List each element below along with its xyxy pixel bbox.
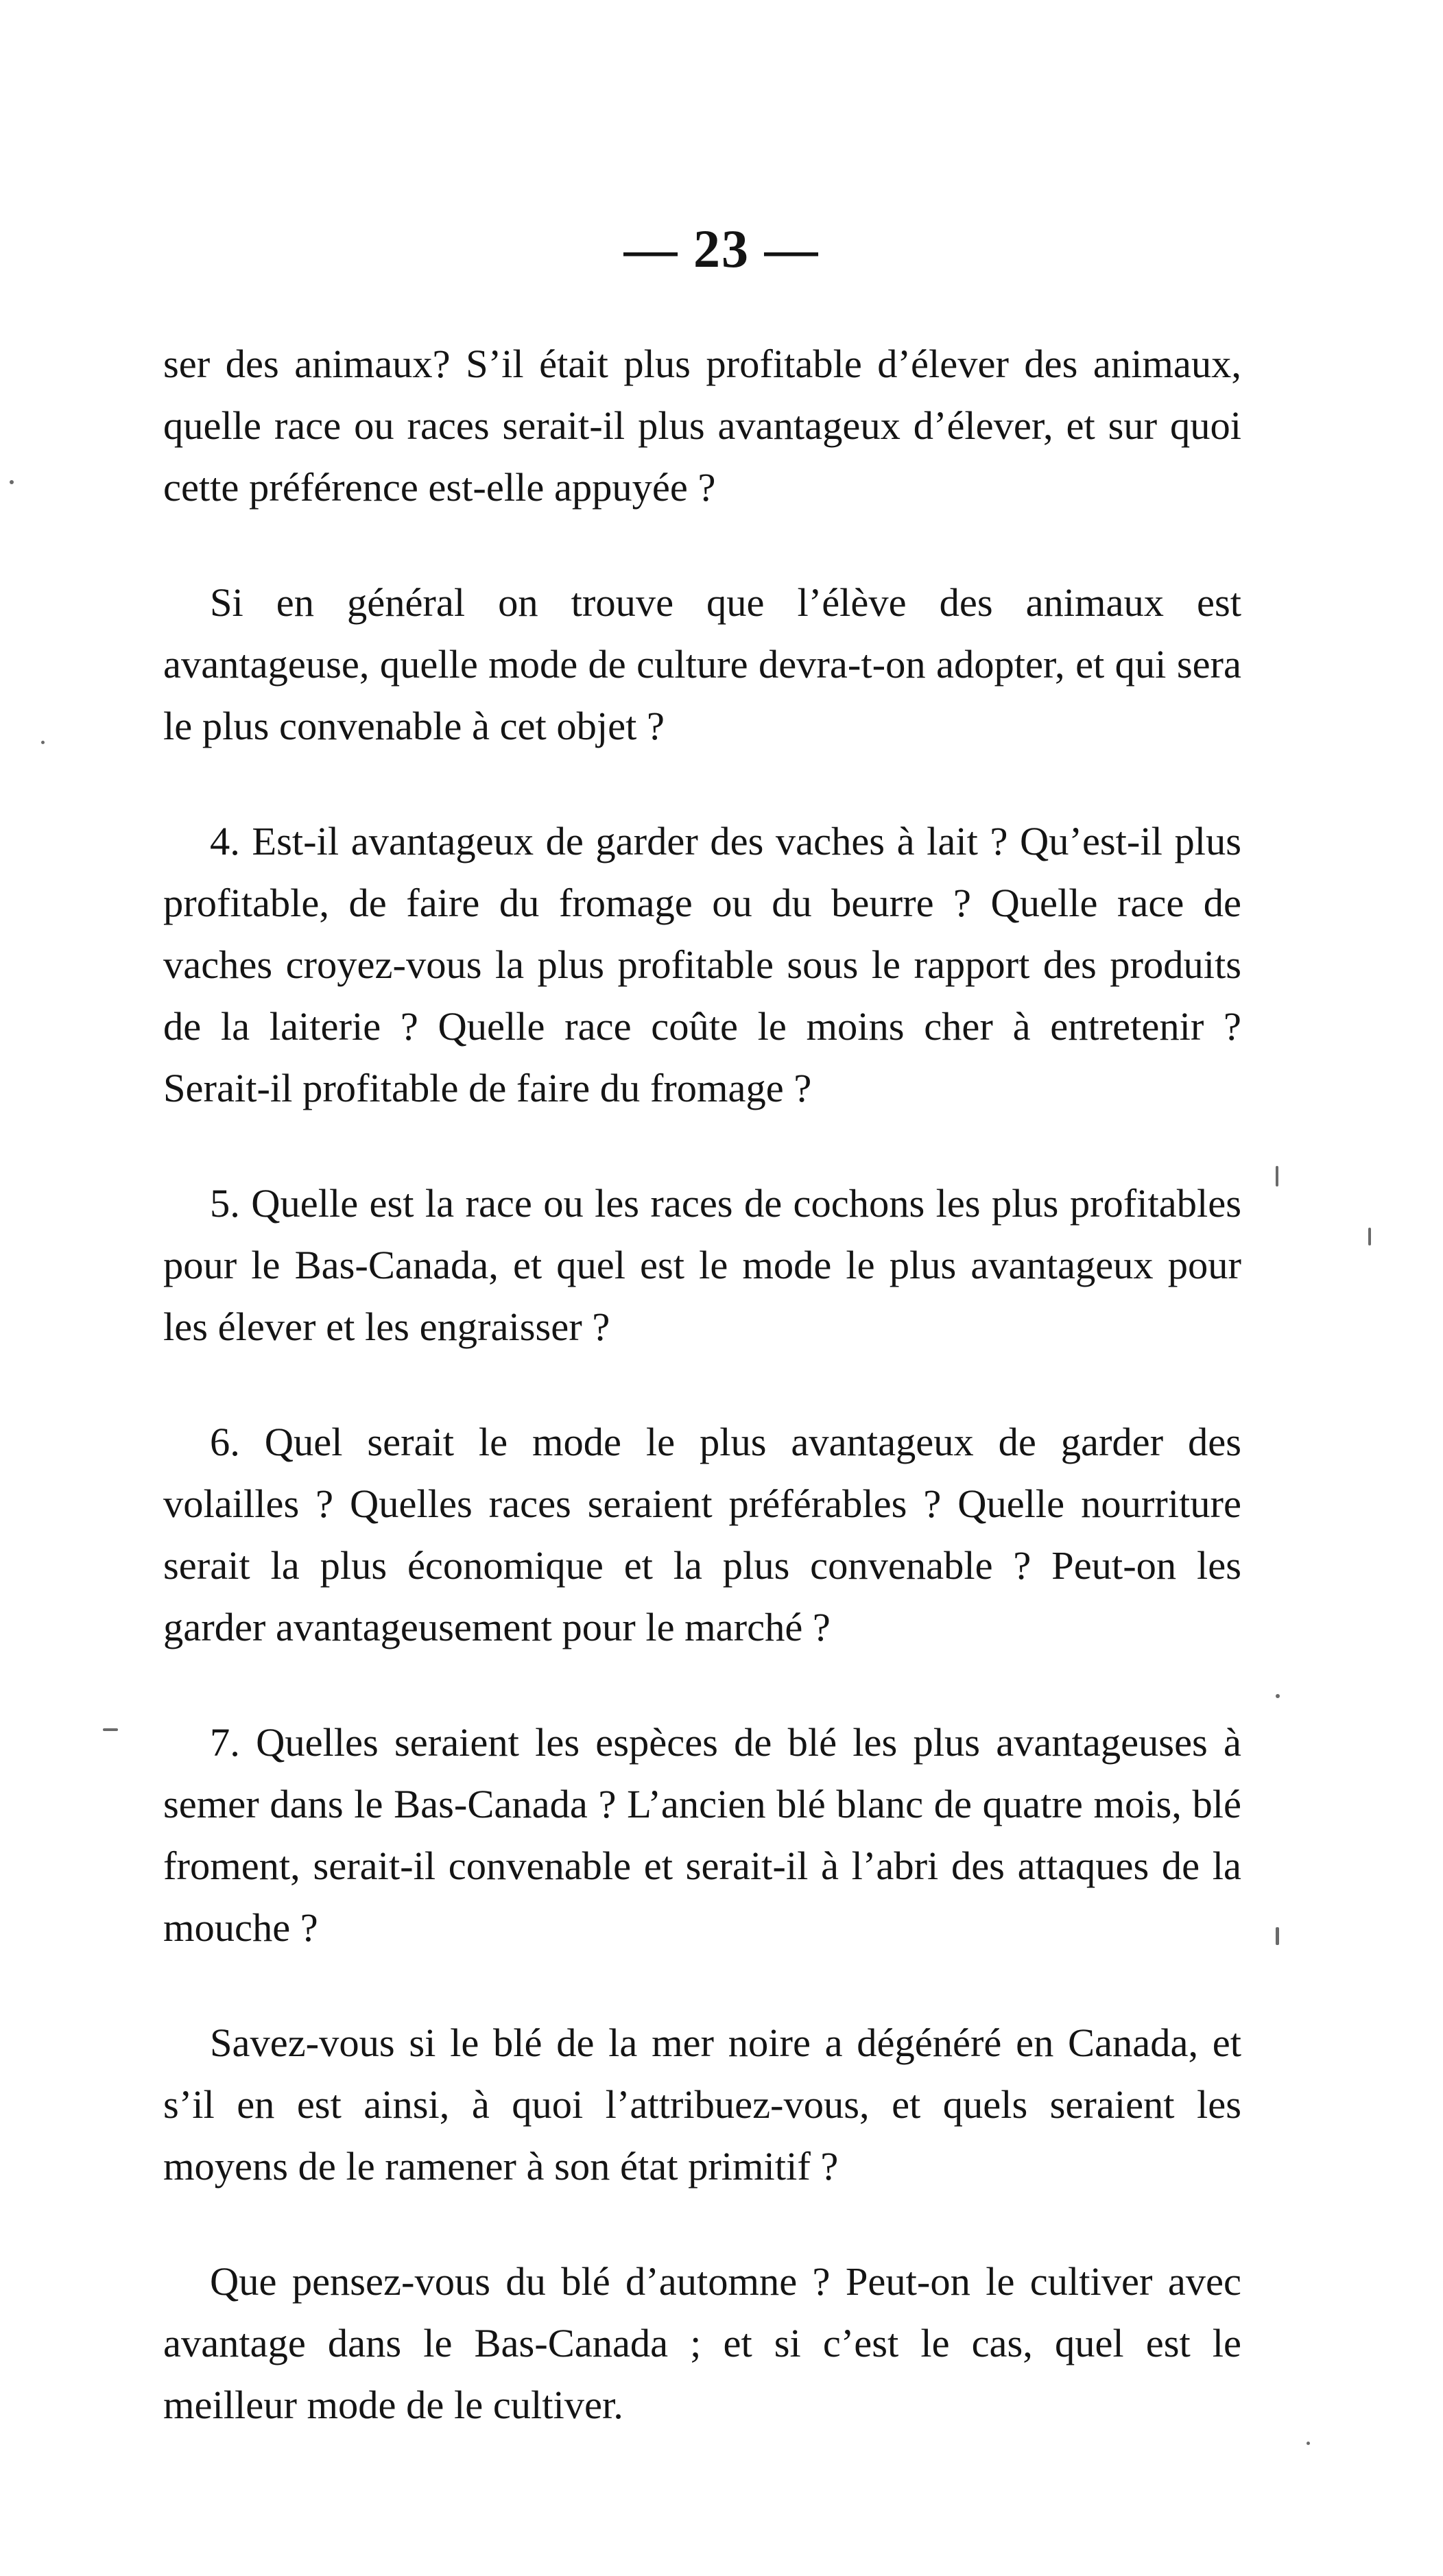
scan-speck xyxy=(1307,2442,1310,2445)
scan-speck xyxy=(10,480,14,484)
scan-speck xyxy=(1368,1228,1371,1245)
body-text xyxy=(163,333,1241,2436)
scan-speck xyxy=(1276,1927,1279,1945)
paragraph-9: Que pensez-vous du blé d’automne ? Peut-on le cultiver avec avantage dans le Bas-Canada ; et si c’est le cas, quel est le meilleur mode de le cultiver. xyxy=(163,2259,1241,2427)
paragraph-2: Si en général on trouve que l’élève des animaux est avantageuse, quelle mode de culture devra-t-on adopter, et qui sera le plus convenable à cet objet ? xyxy=(163,580,1241,748)
paragraph-1: ser des animaux? S’il était plus profitable d’élever des animaux, quelle race ou races serait-il plus avantageux d’élever, et sur quoi cette préférence est-elle appuyée ? xyxy=(163,342,1241,510)
paragraph-8: Savez-vous si le blé de la mer noire a dégénéré en Canada, et s’il en est ainsi, à quoi l’attribuez-vous, et quels seraient les moyens de le ramener à son état primitif ? xyxy=(163,2020,1241,2189)
scan-speck xyxy=(41,741,45,744)
scan-speck xyxy=(1276,1694,1280,1698)
paragraph-question-6: 6. Quel serait le mode le plus avantageux de garder des volailles ? Quelles races seraient préférables ? Quelle nourriture serait la plus économique et la plus convenable ? Peut-on les garder avantageusement pour le marché ? xyxy=(163,1420,1241,1649)
page-number: — 23 — xyxy=(623,219,820,278)
scan-speck xyxy=(1276,1166,1278,1186)
paragraph-question-4: 4. Est-il avantageux de garder des vaches à lait ? Qu’est-il plus profitable, de faire du fromage ou du beurre ? Quelle race de vaches croyez-vous la plus profitable sous le rapport des produits de la laiterie ? Quelle race coûte le moins cher à entretenir ? Serait-il profitable de faire du fromage ? xyxy=(163,819,1241,1110)
scan-speck xyxy=(103,1728,118,1731)
paragraph-question-7: 7. Quelles seraient les espèces de blé les plus avantageuses à semer dans le Bas-Canada ? L’ancien blé blanc de quatre mois, blé froment, serait-il convenable et serait-il à l’abri des attaques de la mouche ? xyxy=(163,1720,1241,1950)
paragraph-question-5: 5. Quelle est la race ou les races de cochons les plus profitables pour le Bas-Canada, et quel est le mode le plus avantageux pour les élever et les engraisser ? xyxy=(163,1181,1241,1349)
